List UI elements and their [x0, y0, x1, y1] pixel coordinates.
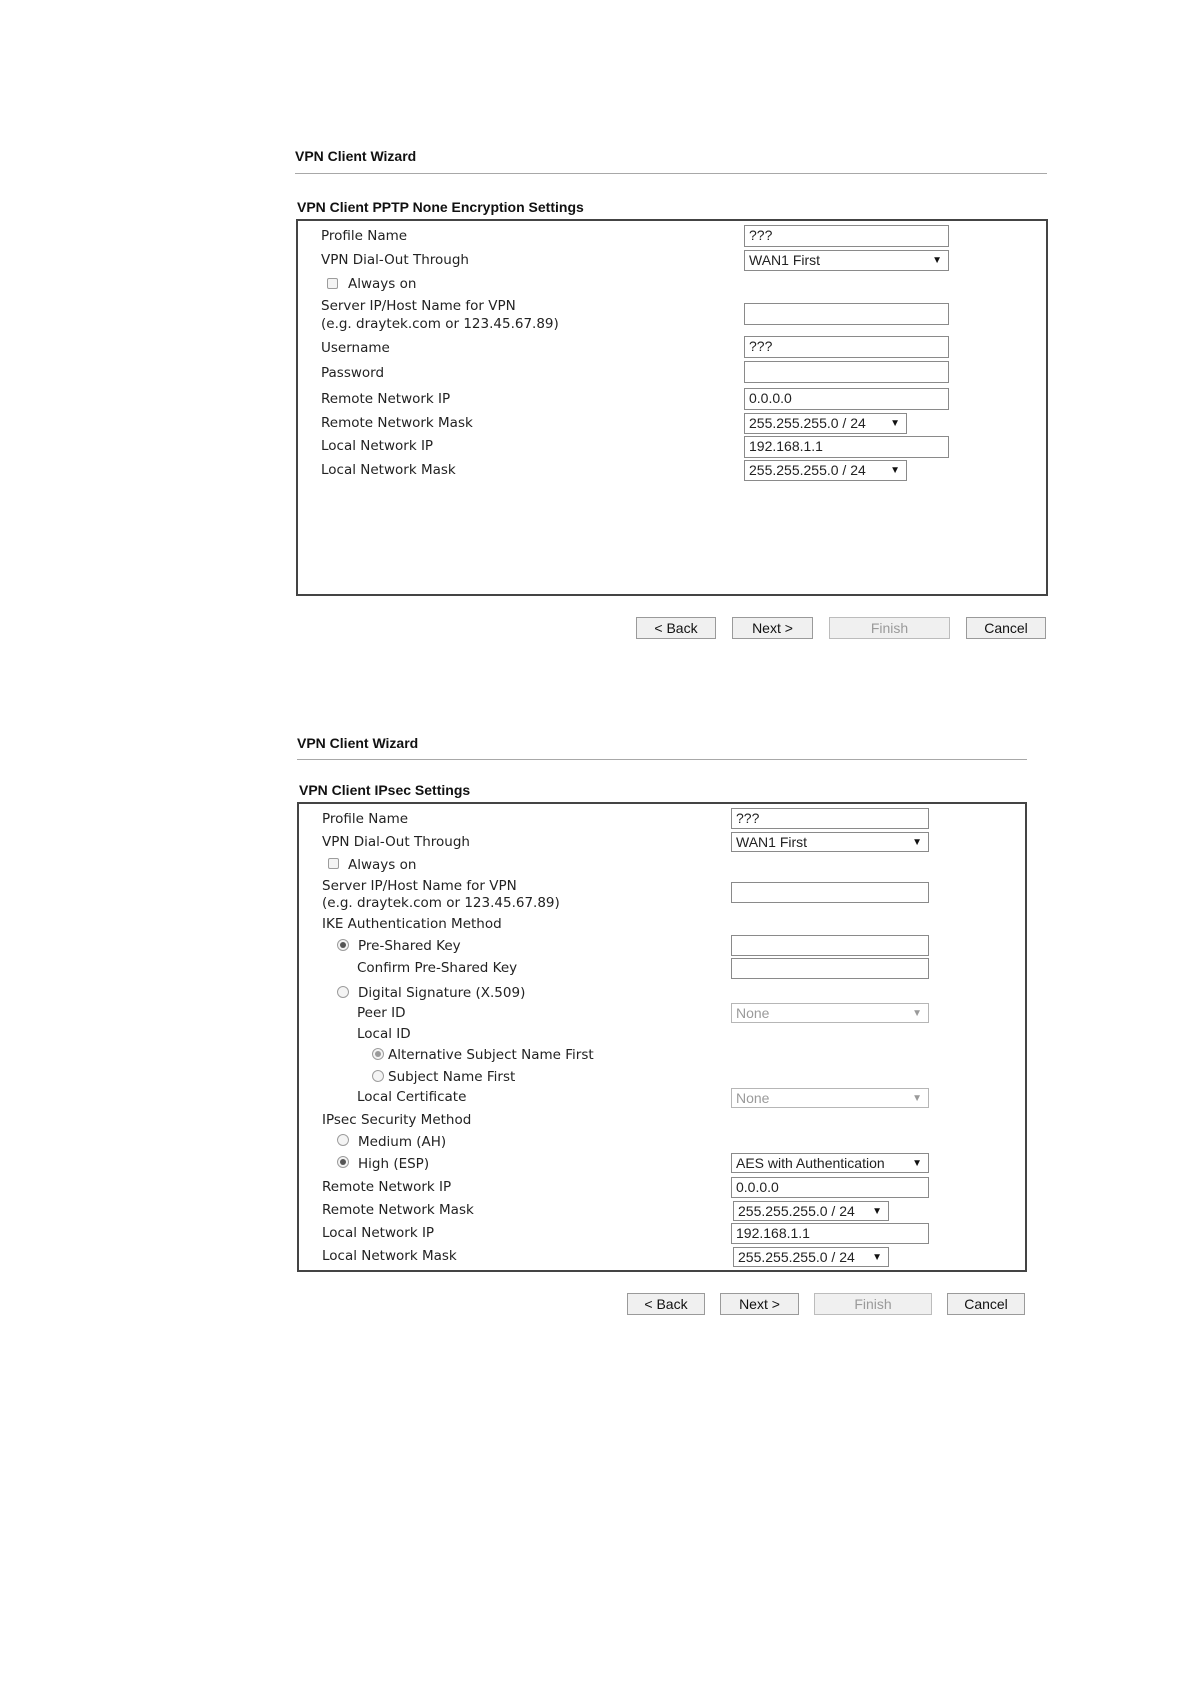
remote-ip-input[interactable]: 0.0.0.0 — [744, 388, 949, 410]
alt-subject-radio[interactable] — [372, 1048, 384, 1060]
next-button[interactable]: Next > — [720, 1293, 799, 1315]
local-mask-value: 255.255.255.0 / 24 — [749, 462, 866, 478]
wizard-title: VPN Client Wizard — [295, 148, 417, 164]
dial-out-value: WAN1 First — [736, 834, 808, 850]
finish-button[interactable]: Finish — [829, 617, 950, 639]
always-on-label: Always on — [348, 276, 417, 292]
local-mask-select[interactable] — [733, 1247, 889, 1267]
dial-out-label: VPN Dial-Out Through — [321, 252, 469, 268]
high-esp-label: High (ESP) — [358, 1156, 430, 1172]
subject-name-radio[interactable] — [372, 1070, 384, 1082]
dropdown-arrow-icon: ▼ — [912, 1093, 922, 1104]
local-mask-label: Local Network Mask — [322, 1248, 457, 1264]
remote-mask-value: 255.255.255.0 / 24 — [749, 415, 866, 431]
server-ip-input[interactable] — [731, 882, 929, 903]
profile-name-input[interactable]: ??? — [731, 808, 929, 829]
username-input[interactable]: ??? — [744, 336, 949, 358]
dropdown-arrow-icon: ▼ — [890, 465, 900, 476]
local-cert-value: None — [736, 1090, 770, 1106]
always-on-checkbox[interactable] — [327, 278, 338, 289]
title-divider — [295, 173, 1047, 174]
ipsec-method-label: IPsec Security Method — [322, 1112, 472, 1128]
always-on-label: Always on — [348, 857, 417, 873]
remote-mask-select[interactable] — [733, 1201, 889, 1221]
digital-signature-label: Digital Signature (X.509) — [358, 985, 526, 1001]
remote-mask-select[interactable] — [744, 413, 907, 434]
cancel-button[interactable]: Cancel — [947, 1293, 1025, 1315]
local-cert-label: Local Certificate — [357, 1089, 467, 1105]
back-button[interactable]: < Back — [636, 617, 716, 639]
remote-mask-value: 255.255.255.0 / 24 — [738, 1203, 855, 1219]
local-mask-select[interactable] — [744, 460, 907, 481]
dial-out-select[interactable] — [744, 250, 949, 271]
medium-ah-radio[interactable] — [337, 1134, 349, 1146]
cancel-button[interactable]: Cancel — [966, 617, 1046, 639]
profile-name-input[interactable]: ??? — [744, 225, 949, 247]
server-ip-hint: (e.g. draytek.com or 123.45.67.89) — [321, 316, 559, 332]
esp-algorithm-value: AES with Authentication — [736, 1155, 885, 1171]
server-ip-label: Server IP/Host Name for VPN — [322, 878, 517, 894]
local-ip-input[interactable]: 192.168.1.1 — [731, 1223, 929, 1244]
high-esp-radio[interactable] — [337, 1156, 349, 1168]
dropdown-arrow-icon: ▼ — [912, 1158, 922, 1169]
peer-id-label: Peer ID — [357, 1005, 406, 1021]
dropdown-arrow-icon: ▼ — [890, 418, 900, 429]
digital-signature-radio[interactable] — [337, 986, 349, 998]
remote-ip-label: Remote Network IP — [322, 1179, 452, 1195]
local-ip-label: Local Network IP — [322, 1225, 435, 1241]
remote-ip-input[interactable]: 0.0.0.0 — [731, 1177, 929, 1198]
peer-id-value: None — [736, 1005, 770, 1021]
pre-shared-key-label: Pre-Shared Key — [358, 938, 461, 954]
remote-ip-label: Remote Network IP — [321, 391, 451, 407]
always-on-checkbox[interactable] — [328, 858, 339, 869]
wizard-ipsec — [0, 700, 1190, 1340]
dropdown-arrow-icon: ▼ — [912, 1008, 922, 1019]
back-button[interactable]: < Back — [627, 1293, 705, 1315]
dial-out-label: VPN Dial-Out Through — [322, 834, 470, 850]
server-ip-hint: (e.g. draytek.com or 123.45.67.89) — [322, 895, 560, 911]
section-title: VPN Client IPsec Settings — [299, 782, 471, 798]
local-ip-label: Local Network IP — [321, 438, 434, 454]
pre-shared-key-input[interactable] — [731, 935, 929, 956]
section-title: VPN Client PPTP None Encryption Settings — [297, 199, 584, 215]
medium-ah-label: Medium (AH) — [358, 1134, 447, 1150]
title-divider — [297, 759, 1027, 760]
subject-name-label: Subject Name First — [388, 1069, 516, 1085]
next-button[interactable]: Next > — [732, 617, 813, 639]
pre-shared-key-radio[interactable] — [337, 939, 349, 951]
remote-mask-label: Remote Network Mask — [321, 415, 473, 431]
remote-mask-label: Remote Network Mask — [322, 1202, 474, 1218]
password-label: Password — [321, 365, 385, 381]
local-mask-value: 255.255.255.0 / 24 — [738, 1249, 855, 1265]
esp-algorithm-select[interactable] — [731, 1153, 929, 1173]
finish-button[interactable]: Finish — [814, 1293, 932, 1315]
profile-name-label: Profile Name — [322, 811, 409, 827]
server-ip-label: Server IP/Host Name for VPN — [321, 298, 516, 314]
dropdown-arrow-icon: ▼ — [932, 255, 942, 266]
dial-out-select[interactable] — [731, 832, 929, 852]
wizard-pptp — [0, 0, 1190, 660]
password-input[interactable] — [744, 361, 949, 383]
dropdown-arrow-icon: ▼ — [872, 1206, 882, 1217]
local-mask-label: Local Network Mask — [321, 462, 456, 478]
profile-name-label: Profile Name — [321, 228, 408, 244]
peer-id-select[interactable] — [731, 1003, 929, 1023]
ike-method-label: IKE Authentication Method — [322, 916, 502, 932]
local-id-label: Local ID — [357, 1026, 411, 1042]
local-ip-input[interactable]: 192.168.1.1 — [744, 436, 949, 458]
dropdown-arrow-icon: ▼ — [912, 837, 922, 848]
confirm-psk-input[interactable] — [731, 958, 929, 979]
alt-subject-label: Alternative Subject Name First — [388, 1047, 594, 1063]
local-cert-select[interactable] — [731, 1088, 929, 1108]
dropdown-arrow-icon: ▼ — [872, 1252, 882, 1263]
username-label: Username — [321, 340, 390, 356]
confirm-psk-label: Confirm Pre-Shared Key — [357, 960, 518, 976]
dial-out-value: WAN1 First — [749, 252, 821, 268]
wizard-title: VPN Client Wizard — [297, 735, 419, 751]
server-ip-input[interactable] — [744, 303, 949, 325]
